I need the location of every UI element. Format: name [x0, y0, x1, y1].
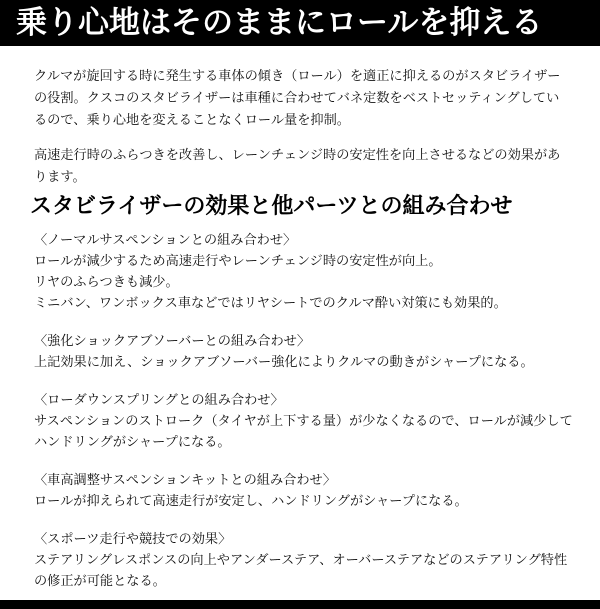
effect-block-line: ロールが減少するため高速走行やレーンチェンジ時の安定性が向上。 [34, 254, 442, 269]
effect-block [34, 230, 574, 314]
effect-block [34, 470, 574, 512]
effect-block-line: 上記効果に加え、ショックアブソーバー強化によりクルマの動きがシャープになる。 [34, 355, 534, 370]
effect-blocks [34, 230, 574, 609]
section-heading: スタビライザーの効果と他パーツとの組み合わせ [30, 194, 513, 219]
effect-block-heading: 〈スポーツ走行や競技での効果〉 [34, 532, 232, 547]
content-sheet [0, 46, 600, 600]
effect-block [34, 529, 574, 592]
intro-paragraph-1: クルマが旋回する時に発生する車体の傾き（ロール）を適正に抑えるのがスタビライザーの役割。クスコのスタビライザーは車種に合わせてバネ定数をベストセッティングしているので、乗り心地を変えることなくロール量を抑制。 [34, 69, 561, 128]
effect-block [34, 390, 574, 453]
effect-block-heading: 〈ローダウンスプリングとの組み合わせ〉 [34, 393, 284, 408]
effect-block-line: ロールが抑えられて高速走行が安定し、ハンドリングがシャープになる。 [34, 494, 468, 509]
effect-block-line: ステアリングレスポンスの向上やアンダーステア、オーバーステアなどのステアリング特性の修正が可能となる。 [34, 553, 568, 589]
effect-block-line: リヤのふらつきも減少。 [34, 275, 179, 290]
effect-block-line: サスペンションのストローク（タイヤが上下する量）が少なくなるので、ロールが減少してハンドリングがシャープになる。 [34, 414, 573, 450]
effect-block-heading: 〈ノーマルサスペンションとの組み合わせ〉 [34, 233, 297, 248]
intro-paragraph-2: 高速走行時のふらつきを改善し、レーンチェンジ時の安定性を向上させるなどの効果があります。 [34, 148, 561, 185]
effect-block-heading: 〈強化ショックアブソーバーとの組み合わせ〉 [34, 334, 311, 349]
title-banner [0, 0, 600, 46]
effect-block-line: ミニバン、ワンボックス車などではリヤシートでのクルマ酔い対策にも効果的。 [34, 296, 507, 311]
intro-paragraphs [34, 66, 570, 189]
effect-block [34, 331, 574, 373]
effect-block-heading: 〈車高調整サスペンションキットとの組み合わせ〉 [34, 473, 336, 488]
page-title: 乗り心地はそのままにロールを抑える [16, 5, 543, 41]
